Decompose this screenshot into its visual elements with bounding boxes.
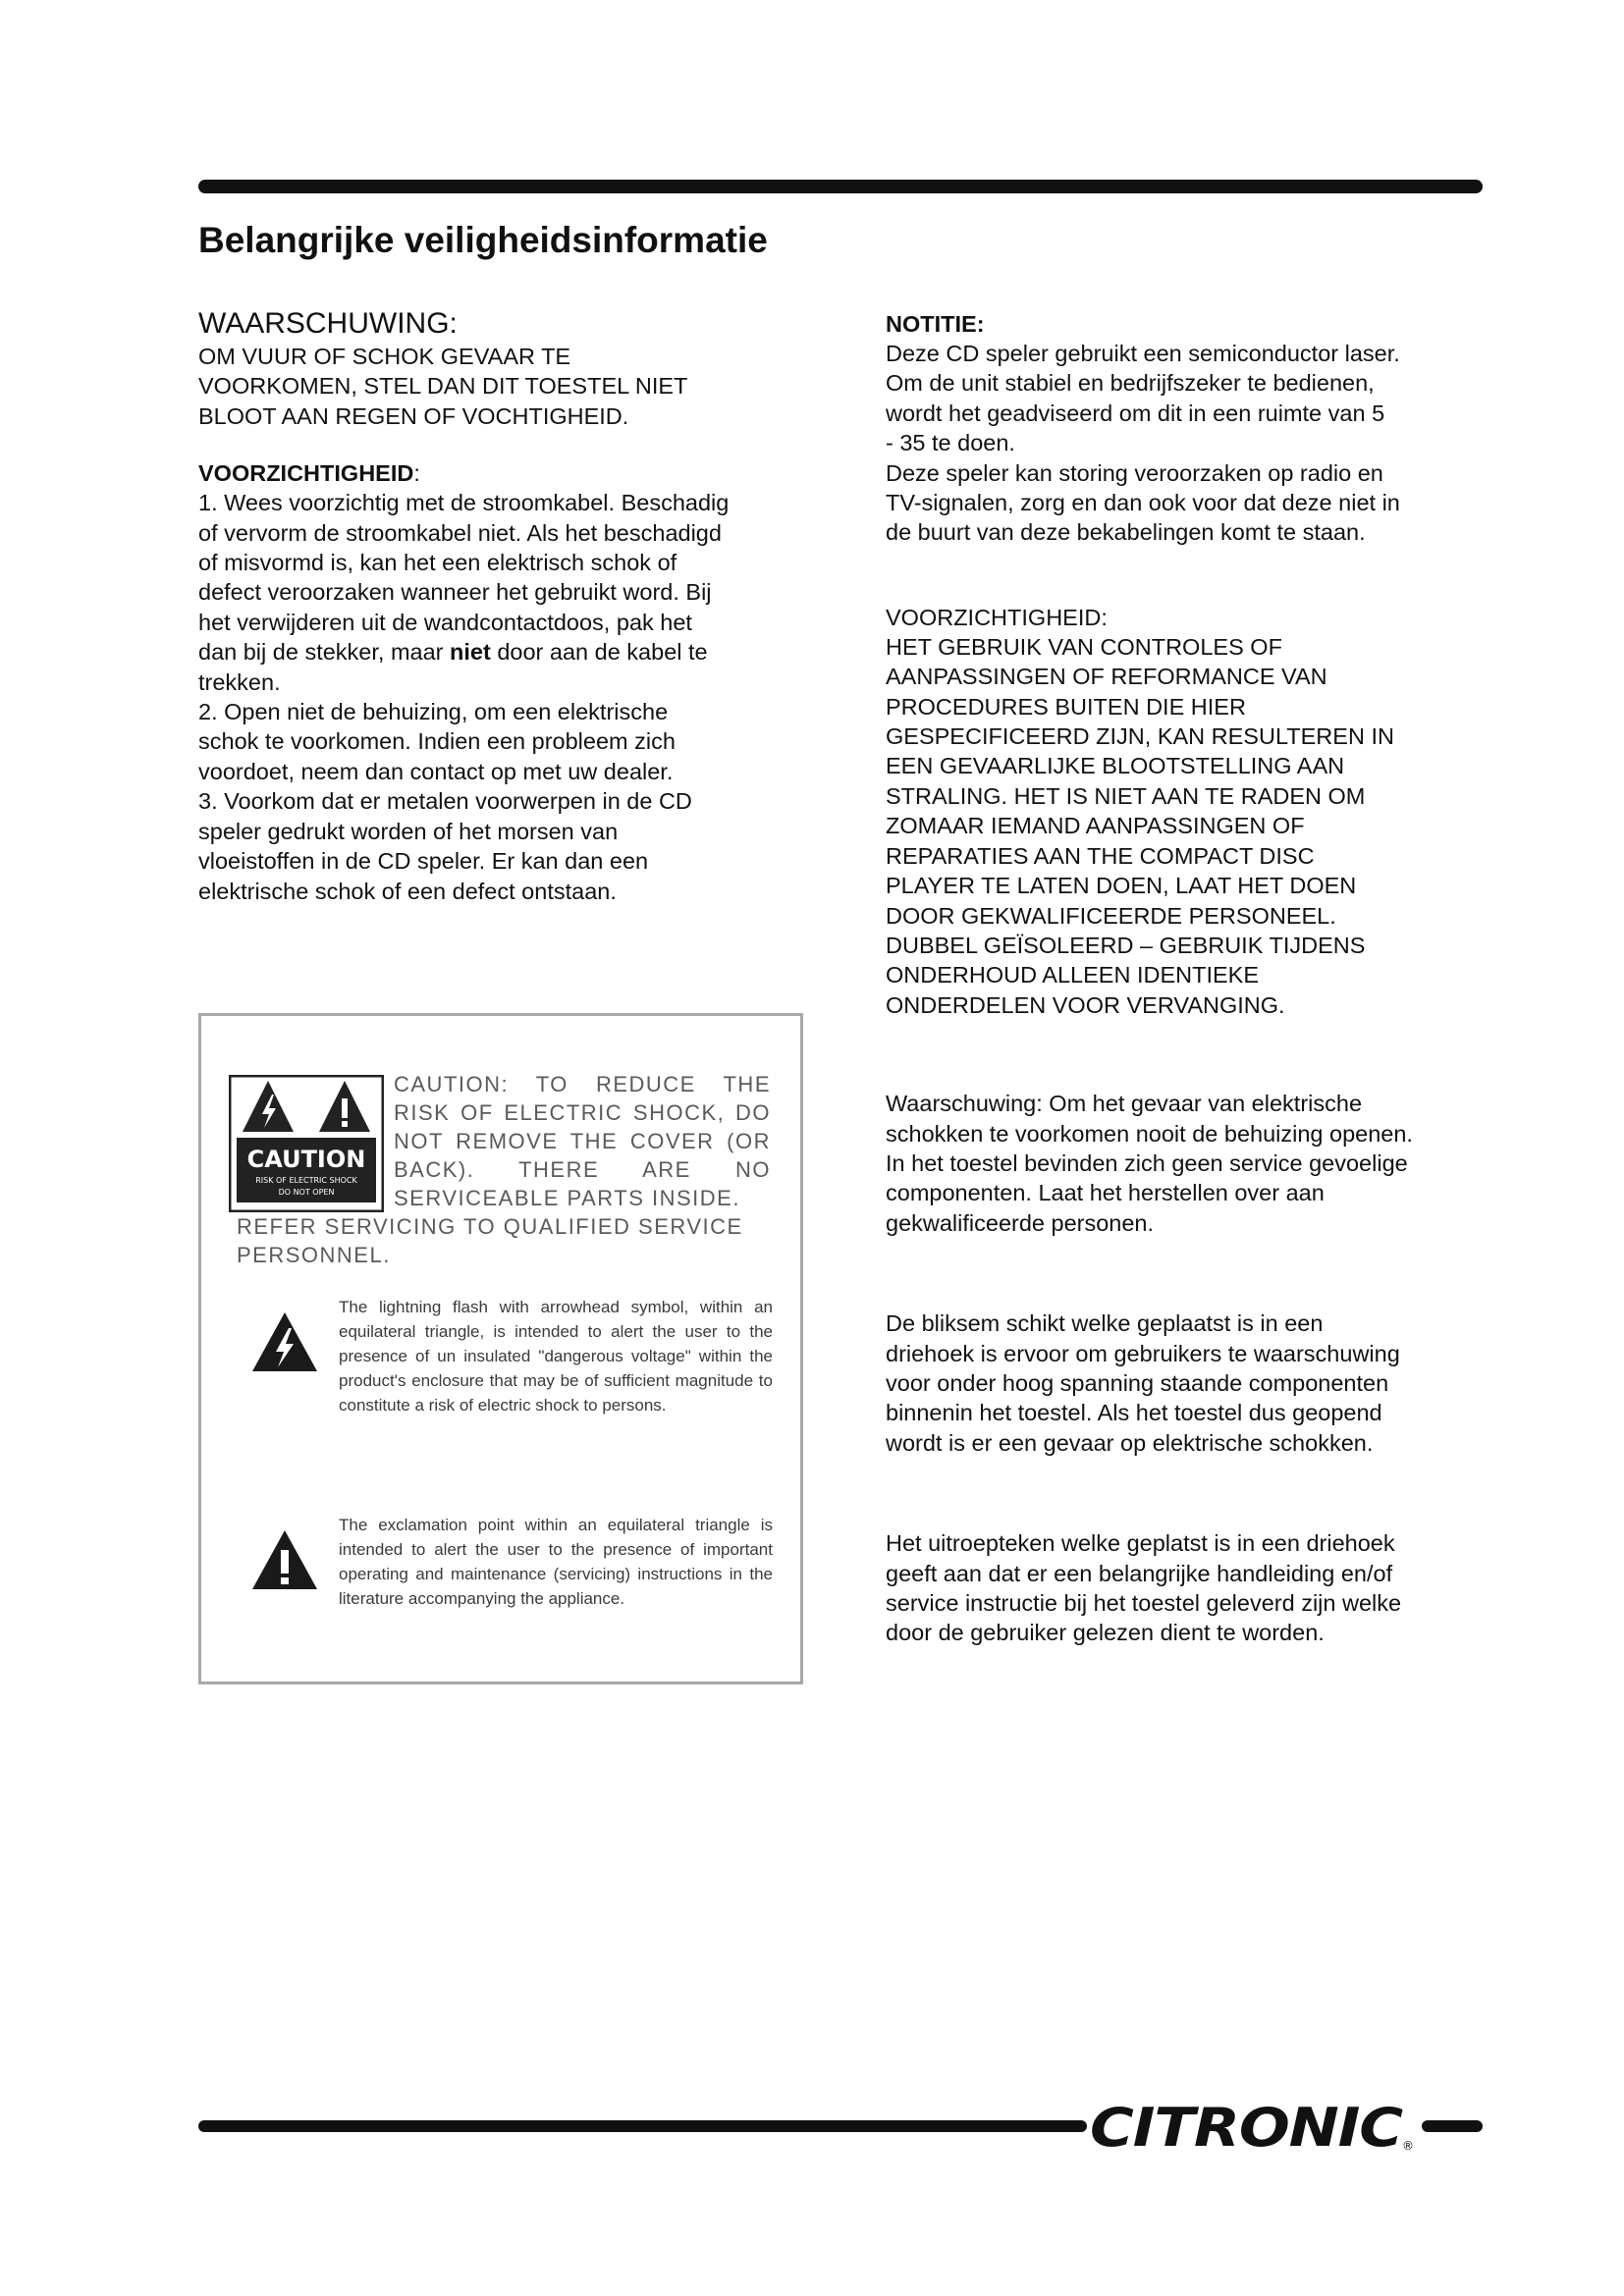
caution-box-heading: CAUTION: TO REDUCE THE RISK OF ELECTRIC SHOCK, DO NOT REMOVE THE COVER (OR BACK). THERE ARE NO SERVICEABLE PARTS INSIDE.: [394, 1072, 771, 1210]
exclamation-explanation: [339, 1513, 773, 1611]
lightning-explanation: [339, 1295, 773, 1417]
warning-heading: WAARSCHUWING:: [198, 307, 458, 340]
citronic-logo: [1086, 2093, 1420, 2162]
caution-box-refer: REFER SERVICING TO QUALIFIED SERVICE PERSONNEL.: [237, 1214, 743, 1267]
right-caution-label: VOORZICHTIGHEID:: [886, 604, 1108, 630]
page-title: Belangrijke veiligheidsinformatie: [198, 220, 768, 260]
warning-text: OM VUUR OF SCHOK GEVAAR TE VOORKOMEN, STEL DAN DIT TOESTEL NIET BLOOT AAN REGEN OF VOCHTIGHEID.: [198, 344, 688, 429]
lightning-explanation-text: The lightning flash with arrowhead symbol, within an equilateral triangle, is intended to alert the user to the presence of un insulated "dangerous voltage" within the product's enclosure that may be of sufficient magnitude to constitute a risk of electric shock to persons.: [339, 1298, 773, 1415]
item-1-bold: niet: [450, 639, 491, 666]
registered-mark: ®: [1402, 2139, 1414, 2153]
caution-item-1: [198, 488, 807, 697]
right-warning-text: Waarschuwing: Om het gevaar van elektrische schokken te voorkomen nooit de behuizing openen. In het toestel bevinden zich geen service gevoelige componenten. Laat het herstellen over aan gekwalificeerde personen.: [886, 1091, 1413, 1236]
caution-item-2: 2. Open niet de behuizing, om een elektrische schok te voorkomen. Indien een probleem zich voordoet, neem dan contact op met uw dealer.: [198, 699, 676, 784]
emblem-sub-2: DO NOT OPEN: [278, 1188, 335, 1197]
item-1-part-2: door aan de kabel te trekken.: [198, 639, 708, 695]
caution-emblem: [229, 1075, 384, 1212]
caution-colon: :: [413, 460, 420, 487]
notice-text: Deze CD speler gebruikt een semiconductor laser. Om de unit stabiel en bedrijfszeker te bedienen, wordt het geadviseerd om dit in een ruimte van 5 - 35 te doen. Deze speler kan storing veroorzaken op radio en TV-signalen, zorg en dan ook voor dat deze niet in de buurt van deze bekabelingen komt te staan.: [886, 341, 1400, 546]
caution-item-3: 3. Voorkom dat er metalen voorwerpen in de CD speler gedrukt worden of het morsen van vloeistoffen in de CD speler. Er kan dan een elektrische schok of een defect ontstaan.: [198, 788, 692, 904]
emblem-sub-1: RISK OF ELECTRIC SHOCK: [255, 1176, 357, 1185]
brand-name: CITRONIC: [1090, 2097, 1404, 2159]
right-caution-text: HET GEBRUIK VAN CONTROLES OF AANPASSINGEN OF REFORMANCE VAN PROCEDURES BUITEN DIE HIER GESPECIFICEERD ZIJN, KAN RESULTEREN IN EEN GEVAARLIJKE BLOOTSTELLING AAN STRALING. HET IS NIET AAN TE RADEN OM ZOMAAR IEMAND AANPASSINGEN OF REPARATIES AAN THE COMPACT DISC PLAYER TE LATEN DOEN, LAAT HET DOEN DOOR GEKWALIFICEERDE PERSONEEL. DUBBEL GEÏSOLEERD – GEBRUIK TIJDENS ONDERHOUD ALLEEN IDENTIEKE ONDERDELEN VOOR VERVANGING.: [886, 633, 1394, 1018]
item-1-part-1: 1. Wees voorzichtig met de stroomkabel. Beschadig of vervorm de stroomkabel niet. Als het beschadigd of misvormd is, kan het een elektrisch schok of defect veroorzaken wanneer het gebruikt word. Bij het verwijderen uit de wandcontactdoos, pak het dan bij de stekker, maar: [198, 490, 730, 666]
left-column: [198, 306, 807, 906]
notice-label: NOTITIE:: [886, 311, 985, 337]
caution-label-box: [198, 1013, 803, 1684]
top-rule: [198, 180, 1483, 193]
right-column: [886, 309, 1494, 1648]
lightning-triangle-icon: [250, 1310, 319, 1373]
emblem-caution-text: CAUTION: [246, 1146, 366, 1173]
caution-heading: [198, 458, 807, 488]
footer-rule-left: [198, 2120, 1087, 2132]
exclamation-triangle-icon: [250, 1528, 319, 1591]
right-lightning-text: De bliksem schikt welke geplaatst is in een driehoek is ervoor om gebruikers te waarschuwing voor onder hoog spanning staande componenten binnenin het toestel. Als het toestel dus geopend wordt is er een gevaar op elektrische schokken.: [886, 1310, 1400, 1456]
right-exclamation-text: Het uitroepteken welke geplatst is in een driehoek geeft aan dat er een belangrijke handleiding en/of service instructie bij het toestel geleverd zijn welke door de gebruiker gelezen dient te worden.: [886, 1530, 1402, 1646]
caution-label: VOORZICHTIGHEID: [198, 460, 414, 487]
exclamation-explanation-text: The exclamation point within an equilateral triangle is intended to alert the user to the presence of important operating and maintenance (servicing) instructions in the literature accompanying the appliance.: [339, 1516, 773, 1608]
footer-rule-right: [1422, 2120, 1483, 2132]
